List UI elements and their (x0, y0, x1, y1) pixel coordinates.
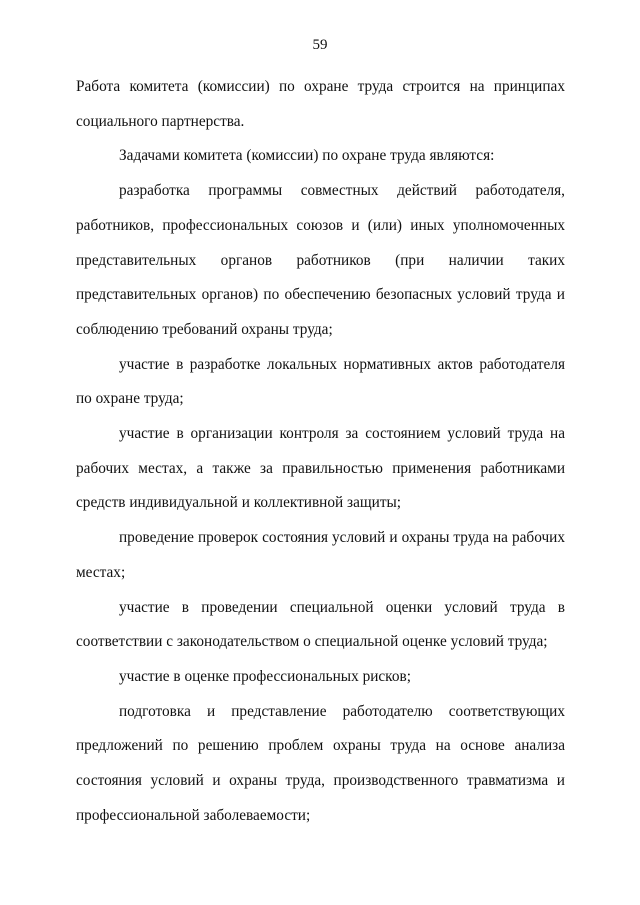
paragraph-task-risk-assessment: участие в оценке профессиональных рисков; (119, 667, 411, 685)
paragraph-committee-principles: Работа комитета (комиссии) по охране труда строится на принципах социального партнерства. (76, 78, 565, 130)
paragraph-tasks-intro: Задачами комитета (комиссии) по охране труда являются: (119, 147, 495, 165)
paragraph-task-special-assessment: участие в проведении специальной оценки условий труда в соответствии с законодательством о специальной оценке условий труда; (76, 598, 565, 651)
paragraph-task-local-acts: участие в разработке локальных нормативных актов работодателя по охране труда; (76, 355, 565, 408)
paragraph-task-proposals: подготовка и представление работодателю соответствующих предложений по решению проблем охраны труда на основе анализа состояния условий и охраны труда, производственного травматизма и профессиональной заболеваемости; (76, 702, 565, 824)
page-number: 59 (312, 37, 328, 53)
document-body (76, 70, 565, 833)
paragraph-task-control: участие в организации контроля за состоянием условий труда на рабочих местах, а также за правильностью применения работниками средств индивидуальной и коллективной защиты; (76, 425, 565, 512)
paragraph-task-inspections: проведение проверок состояния условий и охраны труда на рабочих местах; (76, 529, 565, 581)
paragraph-task-program-development: разработка программы совместных действий работодателя, работников, профессиональных союзов и (или) иных уполномоченных представительных органов работников (при наличии таких представительных органов) по обеспечению безопасных условий труда и соблюдению требований охраны труда; (76, 182, 565, 338)
